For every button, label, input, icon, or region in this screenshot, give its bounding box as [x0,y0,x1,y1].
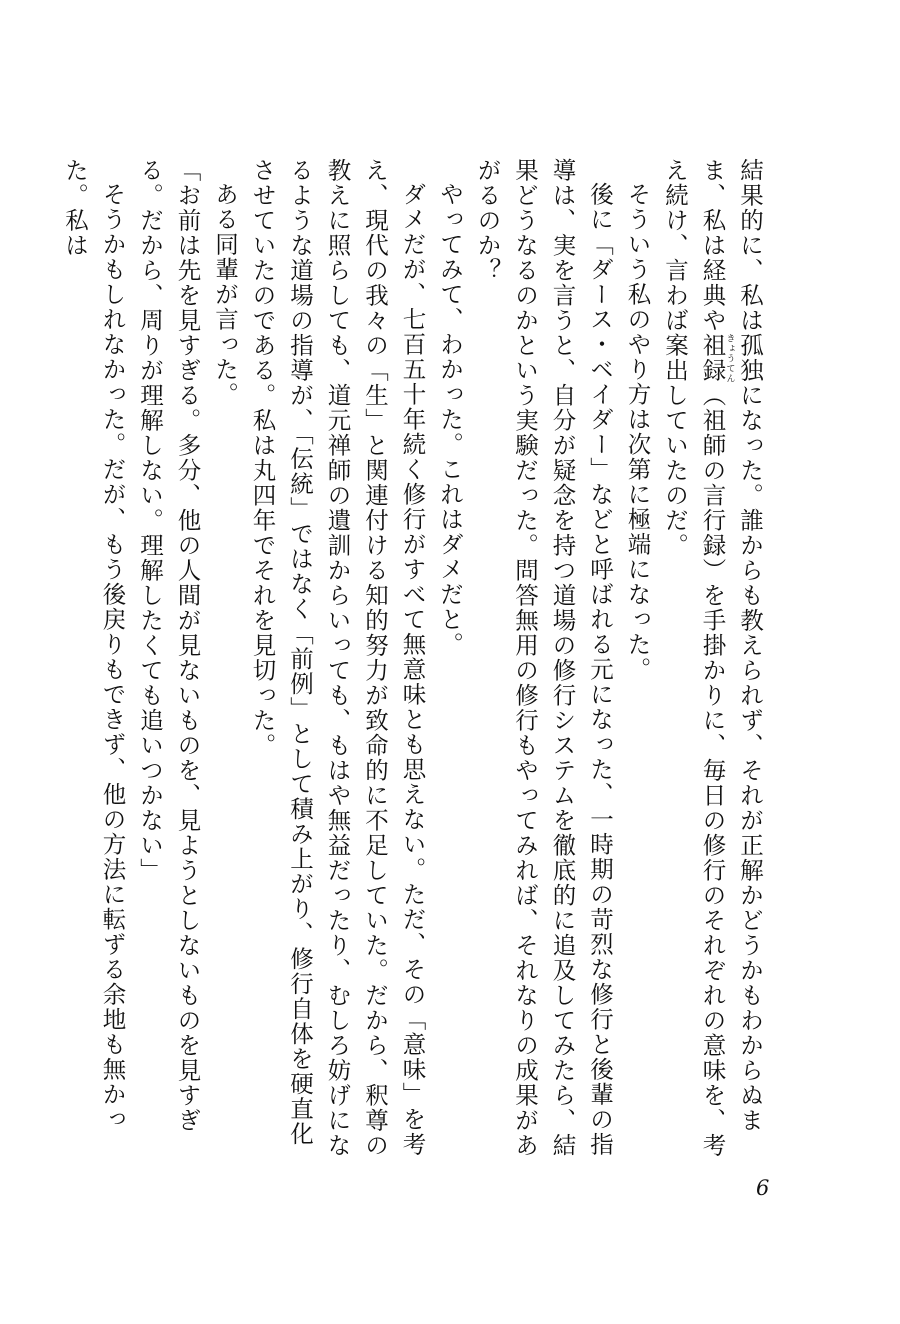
text-segment: 結果的に、私は孤独になった。誰からも教えられず、それが正解かどうかもわからぬまま、私は経典や [698,158,764,1133]
vertical-text-body [61,158,768,1168]
paragraph: 「お前は先を見すぎる。多分、他の人間が見ないものを、見ようとしないものを見すぎる。だから、周りが理解しない。理解したくても追いつかない」 [136,158,202,1133]
paragraph: やってみて、わかった。これはダメだと。 [436,181,464,657]
paragraph [656,158,769,1168]
paragraph: ダメだが、七百五十年続く修行がすべて無意味とも思えない。ただ、その「意味」を考え、現代の我々の「生」と関連付ける知的努力が致命的に不足していた。だから、釈尊の教えに照らしても、道元禅師の遺訓からいっても、もはや無益だったり、むしろ妨げになるような道場の指導が、「伝統」ではなく「前例」として積み上がり、修行自体を硬直化させていたのである。私は丸四年でそれを見切った。 [248,158,427,1158]
paragraph: そういう私のやり方は次第に極端になった。 [623,181,652,682]
paragraph: そうかもしれなかった。だが、もう後戻りもできず、他の方法に転ずる余地も無かった。私は [61,158,127,1132]
paragraph: ある同輩が言った。 [211,181,239,407]
ruby-reading: きょうてん [724,333,735,383]
ruby-annotated-word: 祖録きょうてん [698,333,735,383]
text-segment: （祖師の言行録）を手掛かりに、毎日の修行のそれぞれの意味を、考え続け、言わば案出していたのだ。 [661,158,727,1158]
paragraph: 後に「ダース・ベイダー」などと呼ばれる元になった、一時期の苛烈な修行と後輩の指導は、実を言うと、自分が疑念を持つ道場の修行システムを徹底的に追及してみたら、結果どうなるのかという実験だった。問答無用の修行もやってみれば、それなりの成果があがるのか？ [473,158,614,1158]
page-number: 6 [756,1176,770,1200]
